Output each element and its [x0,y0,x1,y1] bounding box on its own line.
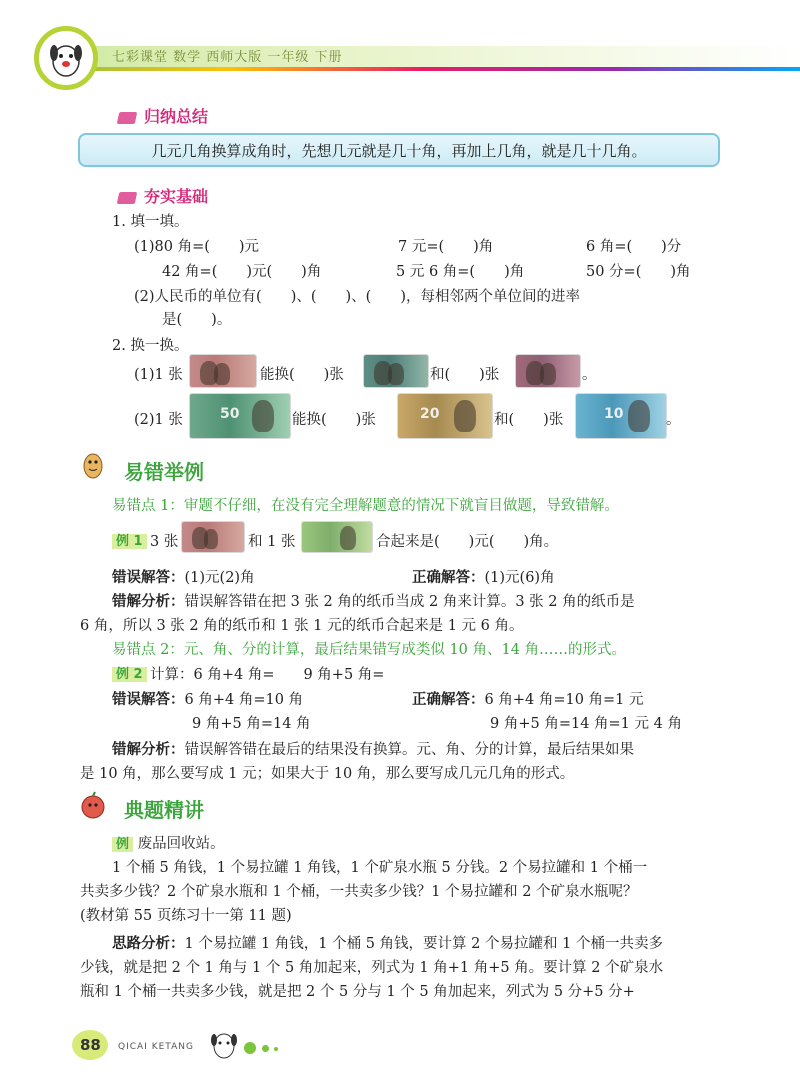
banknote-20yuan: 20 [398,394,492,438]
q2-r1-end: 。 [582,367,597,383]
dot-icon [262,1045,269,1052]
example-1-a: 3 张 [150,534,179,550]
mistakes-heading: 易错举例 [124,460,204,484]
example-2-tag: 例 2 [112,663,147,682]
q1-r2-a: 42 角=( )元( )角 [162,264,322,280]
classic-p2: 共卖多少钱？2 个矿泉水瓶和 1 个桶，一共卖多少钱？1 个易拉罐和 2 个矿泉水瓶呢？ [80,884,638,900]
q1-r1-b: 7 元=( )角 [398,239,494,255]
example-1-c: 合起来是( )元( )角。 [376,534,559,550]
book-icon [117,112,138,124]
analysis-2-line2: 是 10 角，那么要写成 1 元；如果大于 10 角，那么要写成几元几角的形式。 [80,766,575,782]
q1-p2-line1: (2)人民币的单位有( )、( )、( )，每相邻两个单位间的进率 [134,289,580,305]
q1-r1-c: 6 角=( )分 [586,239,682,255]
right-answer-2-l2: 9 角+5 角=14 角=1 元 4 角 [490,716,682,732]
q2-r1-c: 和( )张 [430,367,500,383]
think-line1: 思路分析：1 个易拉罐 1 角钱，1 个桶 5 角钱，要计算 2 个易拉罐和 1 个桶一共卖多 [112,936,663,952]
wrong-answer-2-l2: 9 角+5 角=14 角 [192,716,311,732]
book-icon [117,192,138,204]
wrong-answer-2-l1: 错误解答：6 角+4 角=10 角 [112,692,304,708]
think-line3: 瓶和 1 个桶一共卖多少钱，就是把 2 个 5 分与 1 个 5 角加起来，列式为 5 分+5 分+ [80,984,635,1000]
analysis-2-line1: 错解分析：错误解答错在最后的结果没有换算。元、角、分的计算，最后结果如果 [112,742,634,758]
mistake-point-1: 易错点 1：审题不仔细，在没有完全理解题意的情况下就盲目做题，导致错解。 [112,498,619,514]
footer-brand: QICAI KETANG [118,1042,194,1052]
book-title: 七彩课堂 数学 西师大版 一年级 下册 [112,50,343,65]
analysis-1-line1: 错解分析：错误解答错在把 3 张 2 角的纸币当成 2 角来计算。3 张 2 角的纸币是 [112,594,635,610]
q2-r2-a: (2)1 张 [134,412,183,428]
q1-r2-c: 50 分=( )角 [586,264,691,280]
q1-r2-b: 5 元 6 角=( )角 [396,264,525,280]
right-answer-2-l1: 正确解答：6 角+4 角=10 角=1 元 [412,692,644,708]
summary-text: 几元几角换算成角时，先想几元就是几十角，再加上几角，就是几十几角。 [151,142,647,160]
think-line2: 少钱，就是把 2 个 1 角与 1 个 5 角加起来，列式为 1 角+1 角+5 角。要计算 2 个矿泉水 [80,960,664,976]
footer-mascot [208,1028,240,1062]
example-2-text: 计算：6 角+4 角= 9 角+5 角= [150,667,385,683]
q2-title: 2. 换一换。 [112,338,189,354]
q2-r1-b: 能换( )张 [260,367,344,383]
classic-icon [78,790,108,820]
classic-p1: 1 个桶 5 角钱，1 个易拉罐 1 角钱，1 个矿泉水瓶 5 分钱。2 个易拉罐和 1 个桶一 [112,860,648,876]
wrong-answer-1: 错误解答：(1)元(2)角 [112,570,255,586]
mistake-point-2: 易错点 2：元、角、分的计算，最后结果错写成类似 10 角、14 角……的形式。 [112,642,627,658]
summary-tag: 归纳总结 [118,104,208,127]
classic-p3: (教材第 55 页练习十一第 11 题) [80,908,292,924]
q1-r1-a: (1)80 角=( )元 [134,239,260,255]
q2-r2-end: 。 [666,412,681,428]
mistakes-icon [78,450,108,480]
banknote-1yuan [302,522,372,552]
q1-title: 1. 填一填。 [112,214,189,230]
dot-icon [274,1047,278,1051]
banknote-50yuan: 50 [190,394,290,438]
page-number: 88 [80,1036,101,1054]
header-rule [40,67,800,71]
banknote-1jiao [516,355,580,387]
q2-r2-c: 和( )张 [494,412,564,428]
banknote-10yuan: 10 [576,394,666,438]
banknote-5jiao [364,355,428,387]
analysis-1-line2: 6 角，所以 3 张 2 角的纸币和 1 张 1 元的纸币合起来是 1 元 6 角。 [80,618,524,634]
q1-p2-line2: 是( )。 [162,312,232,328]
basics-tag: 夯实基础 [118,184,208,207]
banknote-1yuan-old [190,355,256,387]
right-answer-1: 正确解答：(1)元(6)角 [412,570,555,586]
mascot-logo [34,26,98,90]
banknote-2jiao [182,522,244,552]
q2-r2-b: 能换( )张 [292,412,376,428]
dot-icon [244,1042,256,1054]
classic-heading: 典题精讲 [124,798,204,822]
q2-r1-a: (1)1 张 [134,367,183,383]
example-1-tag: 例 1 [112,530,147,549]
example-1-b: 和 1 张 [248,534,296,550]
classic-example: 例 废品回收站。 [112,832,225,853]
